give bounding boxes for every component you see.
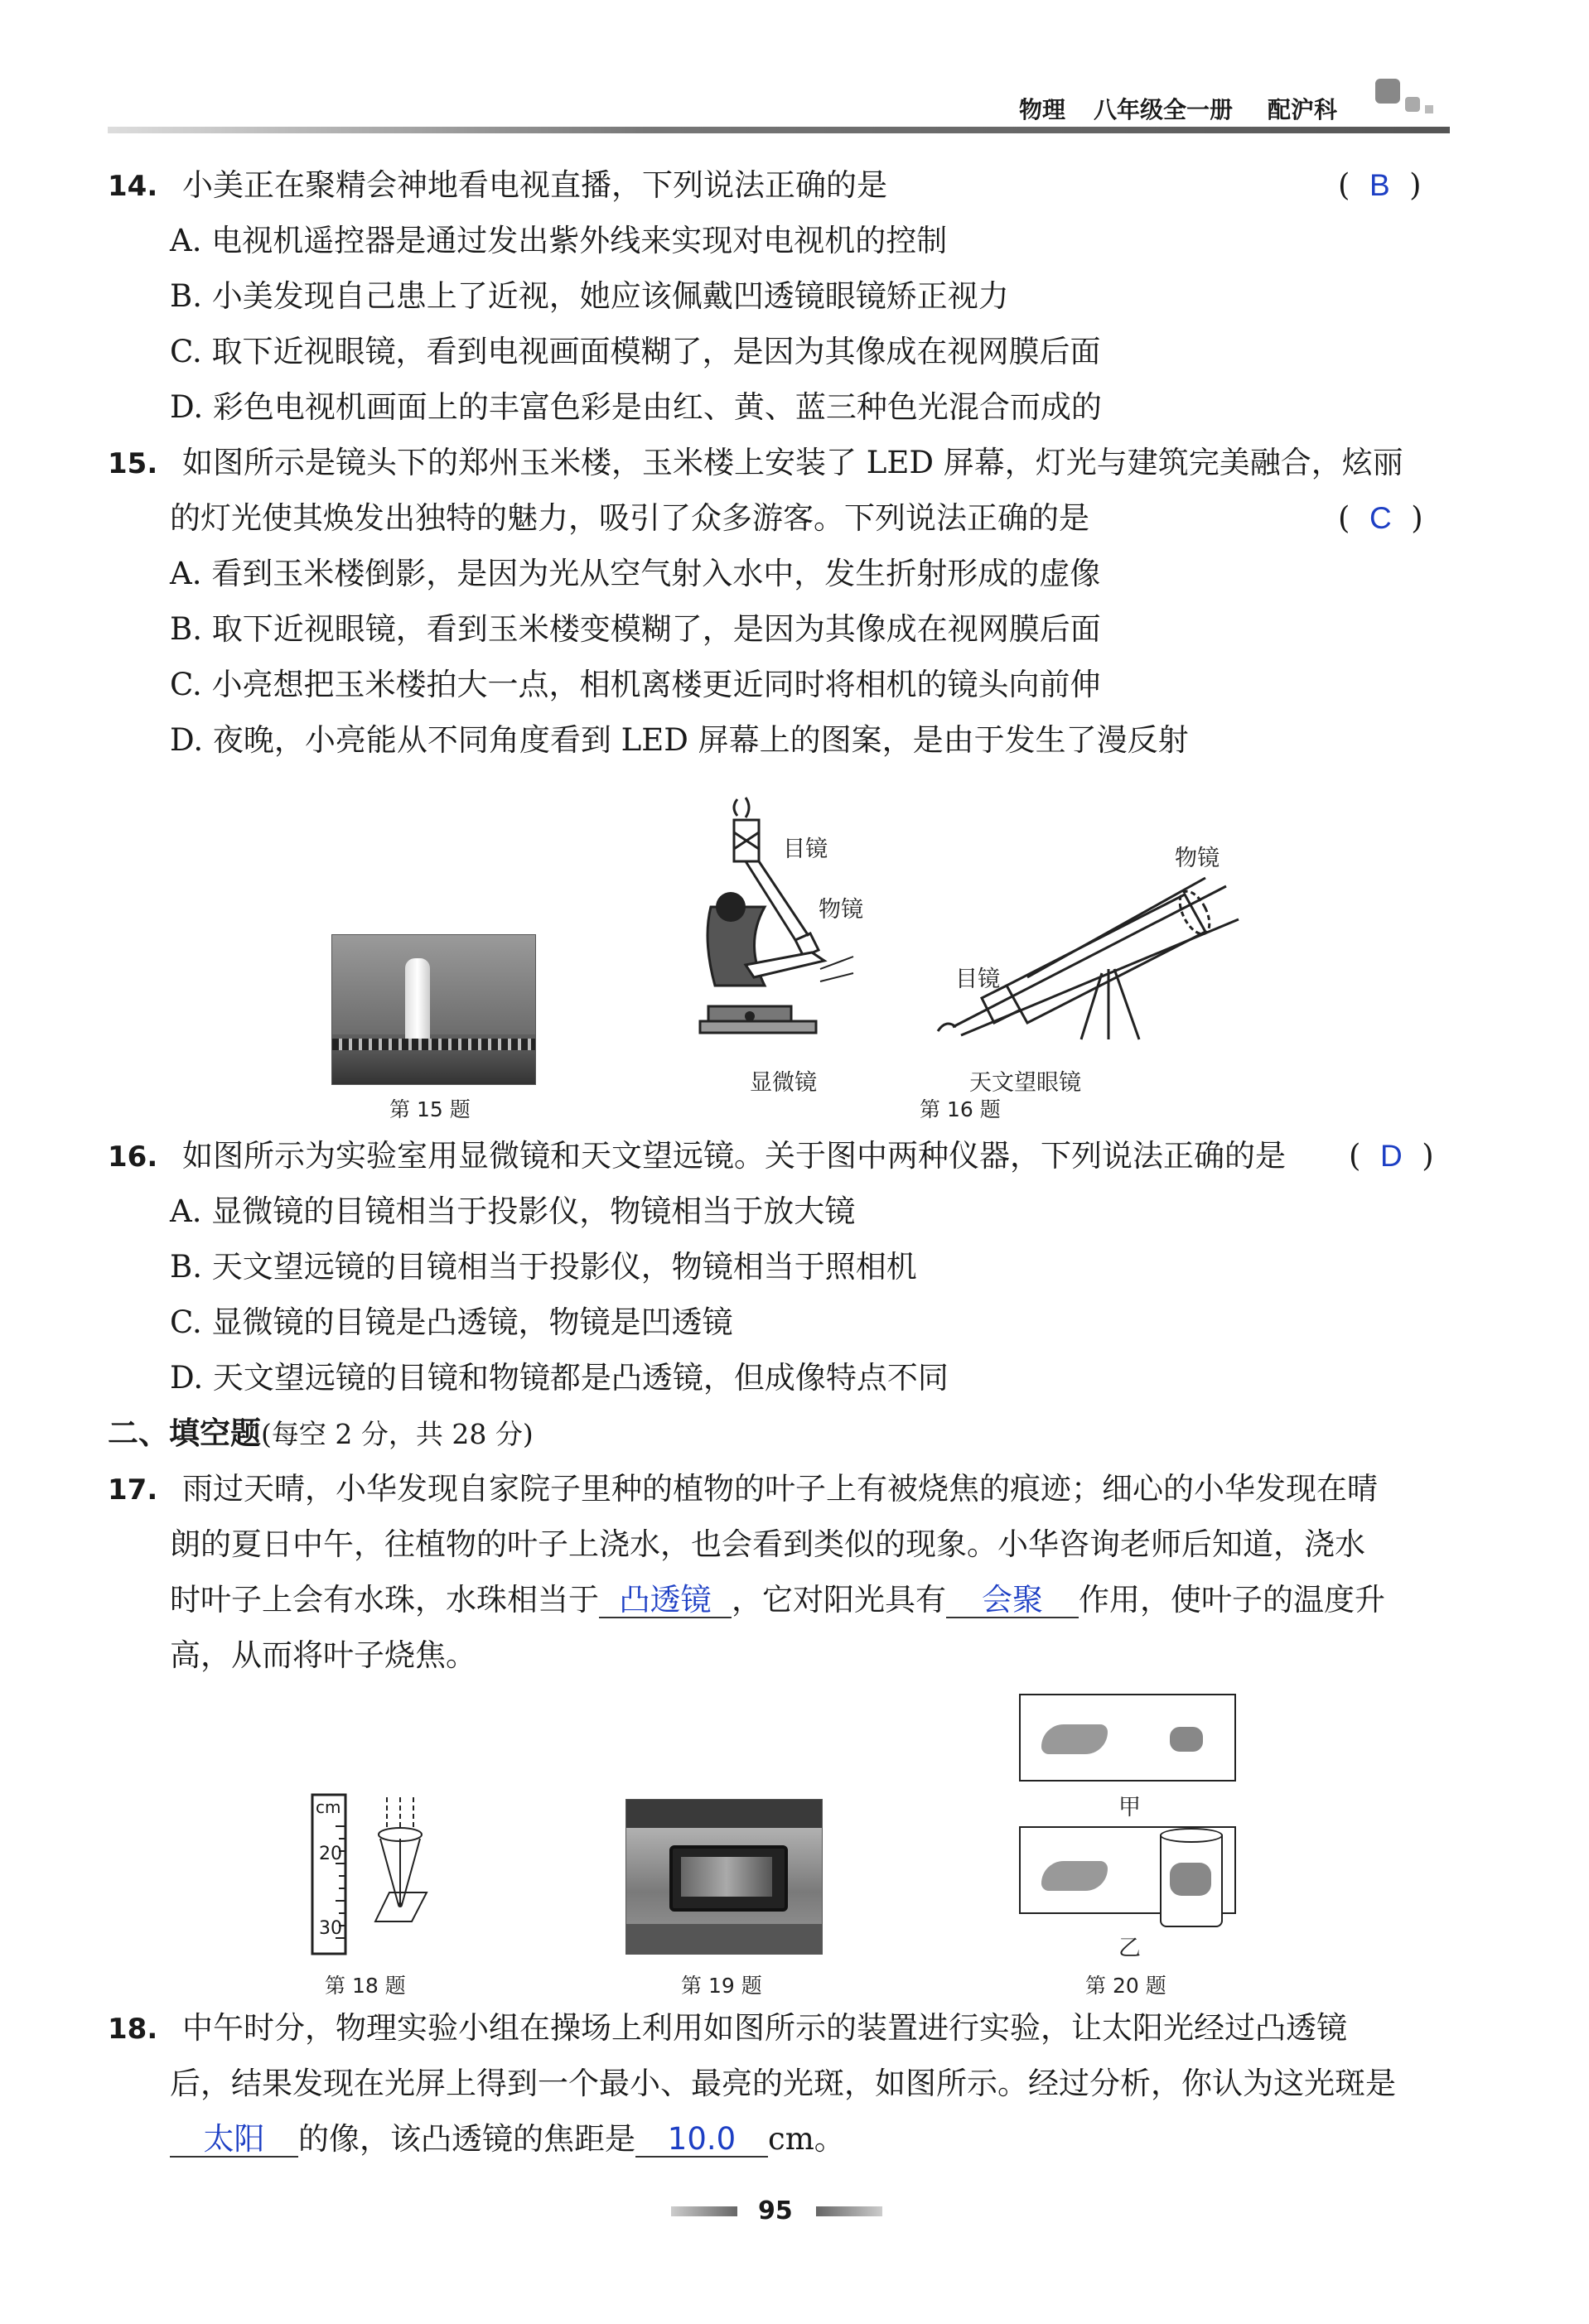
header-subject: 物理 <box>1019 96 1066 123</box>
fill-blank-2[interactable]: 会聚 <box>946 1584 1079 1618</box>
fill-blank-2[interactable]: 10.0 <box>635 2123 768 2158</box>
text-segment: 时叶子上会有水珠，水珠相当于 <box>170 1582 599 1618</box>
footer-decor-left <box>671 2206 737 2216</box>
label-eyepiece-microscope: 目镜 <box>783 837 828 862</box>
section-heading <box>108 1414 534 1454</box>
cartoon-cat-icon <box>1041 1861 1108 1891</box>
header-grade: 八年级全一册 <box>1094 96 1234 123</box>
question-14 <box>108 166 887 206</box>
figure-20-yi <box>1019 1826 1236 1914</box>
answer-14: ( B ) <box>1338 167 1422 203</box>
figure-20-jia <box>1019 1694 1236 1782</box>
ruler-tick-20: 20 <box>319 1844 342 1864</box>
question-number: 15. <box>108 447 158 480</box>
header-rule <box>108 127 1450 133</box>
figure-19-photo <box>625 1799 823 1955</box>
figure-16-caption: 第 16 题 <box>920 1097 1001 1121</box>
question-stem-cont: 后，结果发现在光屏上得到一个最小、最亮的光斑，如图所示。经过分析，你认为这光斑是 <box>170 2066 1396 2101</box>
answer-15: ( C ) <box>1338 500 1423 536</box>
question-stem: 如图所示是镜头下的郑州玉米楼，玉米楼上安装了 LED 屏幕，灯光与建筑完美融合，炫丽 <box>182 445 1403 480</box>
question-15 <box>108 443 1403 484</box>
question-16 <box>108 1136 1286 1177</box>
question-18 <box>108 2008 1347 2049</box>
option: C. 显微镜的目镜是凸透镜，物镜是凹透镜 <box>170 1304 733 1340</box>
figure-19-caption: 第 19 题 <box>681 1974 762 1998</box>
figure-15-caption: 第 15 题 <box>389 1097 471 1121</box>
label-microscope: 显微镜 <box>750 1070 817 1096</box>
ruler-unit: cm <box>316 1797 341 1817</box>
option: B. 天文望远镜的目镜相当于投影仪，物镜相当于照相机 <box>170 1249 917 1285</box>
question-stem-cont <box>170 2119 845 2159</box>
fill-blank-1[interactable]: 太阳 <box>170 2123 298 2158</box>
water-glass-icon <box>1160 1835 1223 1927</box>
header <box>108 79 1450 145</box>
section-title: 二、填空题 <box>108 1415 261 1451</box>
page-number: 95 <box>758 2196 793 2225</box>
figure-20-caption: 第 20 题 <box>1085 1974 1166 1998</box>
ruler-tick-30: 30 <box>319 1918 342 1939</box>
label-objective-microscope: 物镜 <box>819 897 863 923</box>
label-objective-telescope: 物镜 <box>1175 846 1220 871</box>
answer-value: C <box>1369 501 1392 535</box>
figure-16-telescope <box>928 861 1251 1052</box>
fill-blank-1[interactable]: 凸透镜 <box>599 1584 732 1618</box>
question-stem-cont: 的灯光使其焕发出独特的魅力，吸引了众多游客。下列说法正确的是 <box>170 500 1089 536</box>
option: A. 电视机遥控器是通过发出紫外线来实现对电视机的控制 <box>170 223 948 258</box>
header-decor-icon <box>1375 79 1450 120</box>
option: D. 夜晚，小亮能从不同角度看到 LED 屏幕上的图案，是由于发生了漫反射 <box>170 722 1189 758</box>
answer-value: D <box>1379 1139 1403 1173</box>
question-17 <box>108 1469 1378 1510</box>
figure-15-photo <box>331 934 536 1085</box>
option: B. 小美发现自己患上了近视，她应该佩戴凹透镜眼镜矫正视力 <box>170 278 1009 314</box>
label-eyepiece-telescope: 目镜 <box>955 967 1000 992</box>
option: C. 取下近视眼镜，看到电视画面模糊了，是因为其像成在视网膜后面 <box>170 334 1101 369</box>
option: D. 彩色电视机画面上的丰富色彩是由红、黄、蓝三种色光混合而成的 <box>170 389 1102 425</box>
label-telescope: 天文望眼镜 <box>969 1070 1081 1096</box>
question-stem: 如图所示为实验室用显微镜和天文望远镜。关于图中两种仪器，下列说法正确的是 <box>182 1138 1286 1174</box>
figure-20-jia-label: 甲 <box>1118 1795 1141 1820</box>
question-stem: 雨过天晴，小华发现自家院子里种的植物的叶子上有被烧焦的痕迹；细心的小华发现在晴 <box>182 1471 1378 1507</box>
figure-20-yi-label: 乙 <box>1118 1936 1141 1961</box>
cartoon-cat-icon <box>1041 1724 1108 1754</box>
option: C. 小亮想把玉米楼拍大一点，相机离楼更近同时将相机的镜头向前伸 <box>170 667 1101 702</box>
question-stem-cont: 朗的夏日中午，往植物的叶子上浇水，也会看到类似的现象。小华咨询老师后知道，浇水 <box>170 1526 1365 1562</box>
section-note: (每空 2 分，共 28 分) <box>261 1418 534 1450</box>
question-stem: 小美正在聚精会神地看电视直播，下列说法正确的是 <box>182 167 887 203</box>
tower-shape <box>405 958 430 1049</box>
option: A. 显微镜的目镜相当于投影仪，物镜相当于放大镜 <box>170 1193 856 1229</box>
cartoon-mouse-icon <box>1170 1727 1203 1752</box>
text-segment: cm。 <box>768 2121 845 2157</box>
question-number: 14. <box>108 170 158 203</box>
option: A. 看到玉米楼倒影，是因为光从空气射入水中，发生折射形成的虚像 <box>170 556 1101 591</box>
option: D. 天文望远镜的目镜和物镜都是凸透镜，但成像特点不同 <box>170 1360 949 1396</box>
question-number: 16. <box>108 1140 158 1174</box>
question-stem-cont: 高，从而将叶子烧焦。 <box>170 1637 476 1673</box>
footer <box>671 2195 895 2228</box>
figure-18-caption: 第 18 题 <box>325 1974 406 1998</box>
text-segment: 作用，使叶子的温度升 <box>1079 1582 1385 1618</box>
question-number: 18. <box>108 2013 158 2046</box>
answer-value: B <box>1369 168 1390 202</box>
header-edition: 配沪科 <box>1268 96 1338 123</box>
camera-screen <box>669 1845 788 1912</box>
cartoon-mouse-icon <box>1170 1863 1211 1896</box>
footer-decor-right <box>816 2206 882 2216</box>
question-stem-cont <box>170 1580 1385 1620</box>
question-stem: 中午时分，物理实验小组在操场上利用如图所示的装置进行实验，让太阳光经过凸透镜 <box>182 2010 1347 2046</box>
option: B. 取下近视眼镜，看到玉米楼变模糊了，是因为其像成在视网膜后面 <box>170 611 1101 647</box>
text-segment: ，它对阳光具有 <box>732 1582 946 1618</box>
answer-16: ( D ) <box>1349 1138 1434 1174</box>
question-number: 17. <box>108 1473 158 1507</box>
text-segment: 的像，该凸透镜的焦距是 <box>298 2121 635 2157</box>
